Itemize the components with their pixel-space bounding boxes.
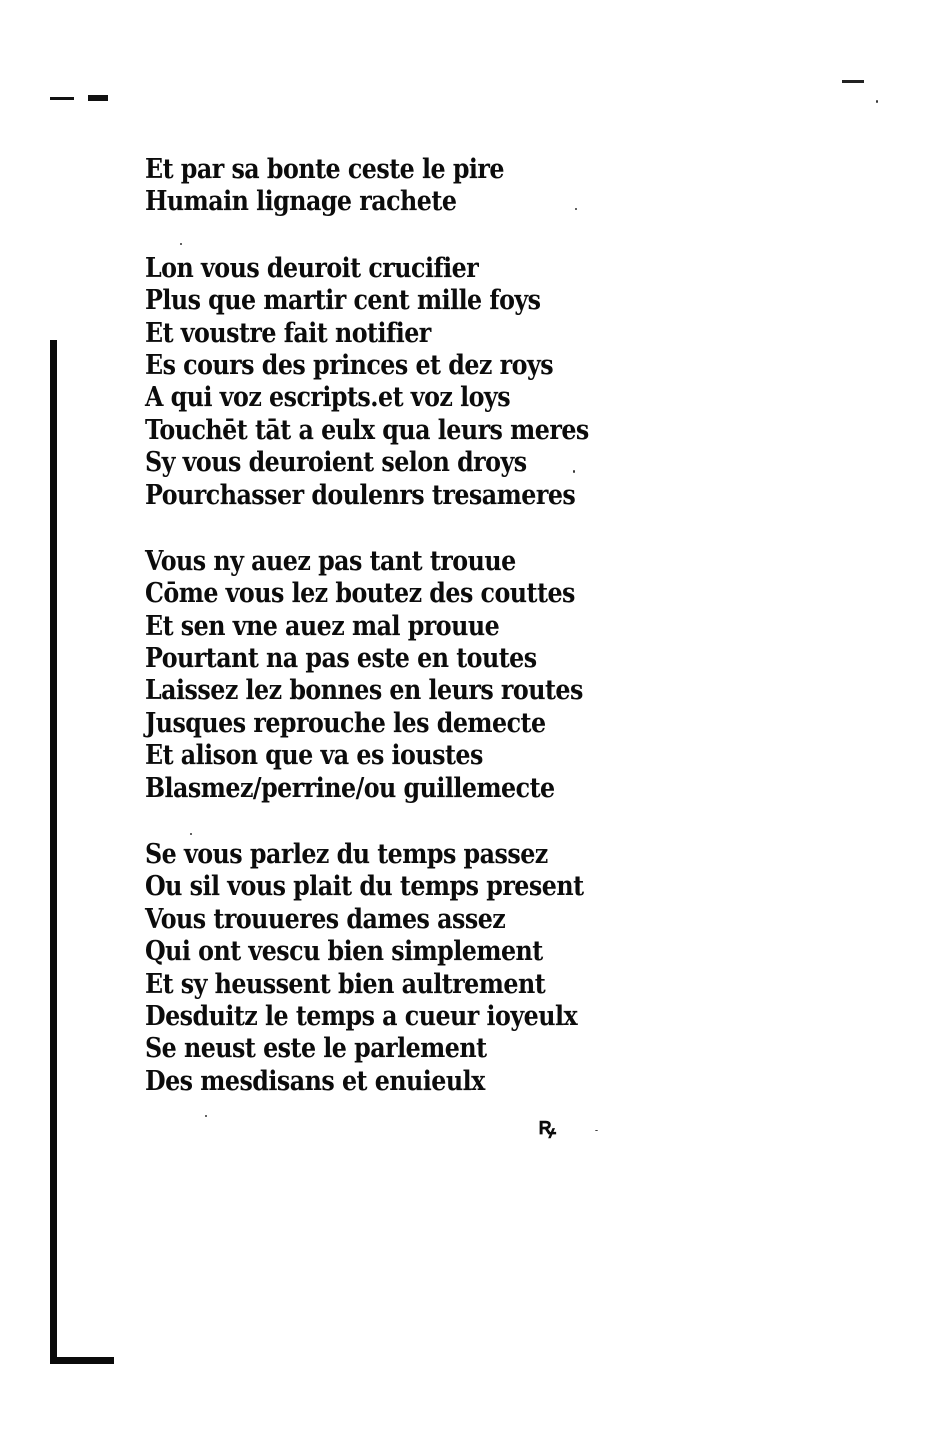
verse-line: Desduitz le temps a cueur ioyeulx	[145, 1000, 578, 1032]
verse-line: Et alison que va es ioustes	[145, 740, 483, 772]
verse-line: Laissez lez bonnes en leurs routes	[145, 675, 583, 707]
verse-line: Et par sa bonte ceste le pire	[145, 154, 505, 185]
verse-line: Jusques reprouche les demecte	[145, 707, 546, 739]
verse-line: Qui ont vescu bien simplement	[145, 936, 543, 968]
scan-mark-top-right	[842, 80, 864, 83]
verse-line: Des mesdisans et enuieulx	[145, 1065, 485, 1097]
stanza	[145, 154, 605, 219]
verse-line: Humain lignage rachete	[145, 186, 457, 218]
binding-bracket	[50, 340, 114, 1364]
verse-line: Ou sil vous plait du temps present	[145, 871, 584, 903]
verse-line: Se vous parlez du temps passez	[145, 839, 548, 871]
scan-mark-top-left	[50, 95, 110, 101]
verse-line: Pourchasser doulenrs tresameres	[145, 479, 576, 511]
verse-line: Et voustre fait notifier	[145, 317, 431, 349]
stanza	[145, 253, 605, 512]
verse-line: Sy vous deuroient selon droys	[145, 447, 527, 479]
stanza	[145, 839, 605, 1098]
speck	[876, 100, 878, 103]
verse-line: Et sen vne auez mal prouue	[145, 610, 500, 642]
verse-line: Et sy heussent bien aultrement	[145, 968, 546, 1000]
verse-line: Vous trouueres dames assez	[145, 903, 506, 935]
poem-text	[145, 154, 605, 1132]
verse-line: Es cours des princes et dez roys	[145, 349, 554, 381]
verse-line: Blasmez/perrine/ou guillemecte	[145, 772, 555, 804]
verse-line: Plus que martir cent mille foys	[145, 285, 541, 317]
verse-line: Lon vous deuroit crucifier	[145, 252, 479, 284]
verse-line: Se neust este le parlement	[145, 1033, 487, 1065]
verse-line: Pourtant na pas este en toutes	[145, 643, 537, 675]
stanza	[145, 546, 605, 805]
verse-line: A qui voz escripts.et voz loys	[145, 382, 511, 414]
verse-line: Touchēt tāt a eulx qua leurs meres	[145, 414, 589, 446]
signature-mark: ꝶ	[538, 1111, 557, 1140]
verse-line: Vous ny auez pas tant trouue	[145, 545, 516, 577]
verse-line: Cōme vous lez boutez des couttes	[145, 578, 575, 610]
